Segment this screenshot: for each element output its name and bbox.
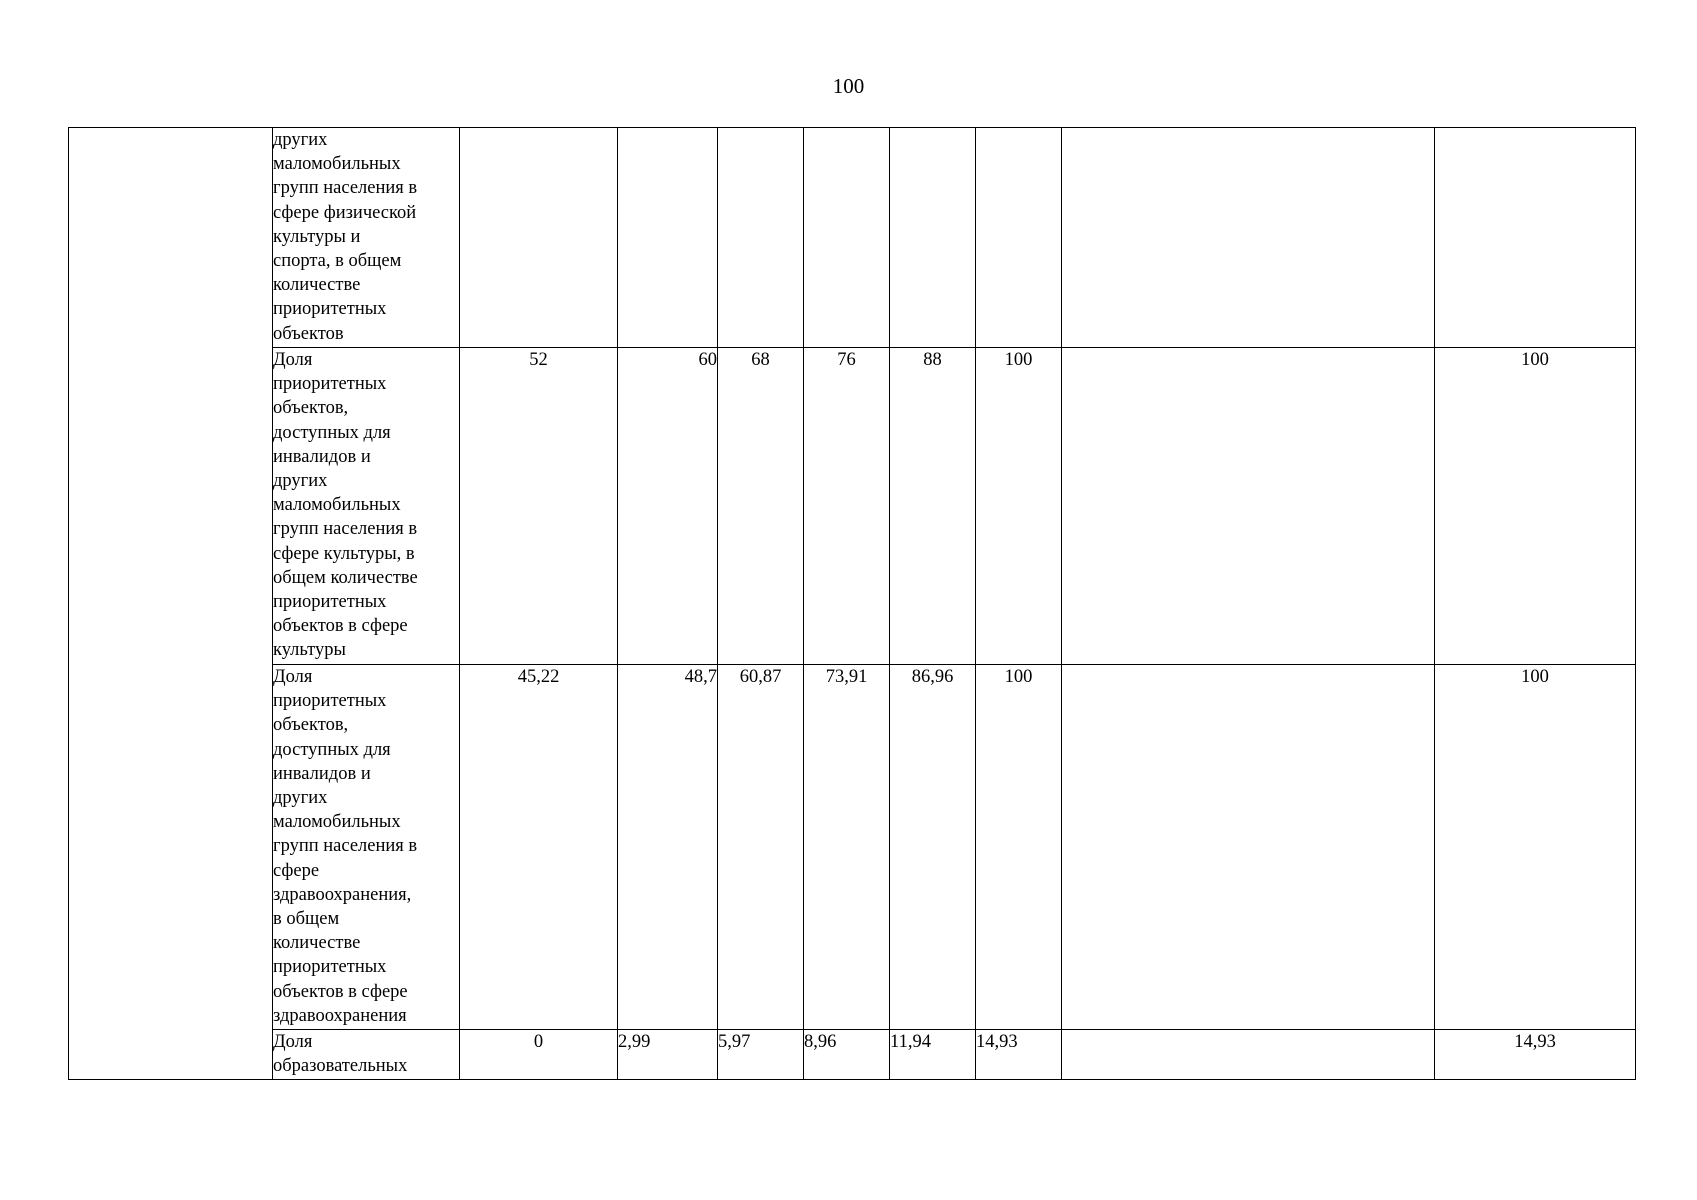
value-cell: [460, 128, 618, 348]
page-number: 100: [832, 74, 865, 98]
value-cell: 11,94: [890, 1030, 976, 1080]
value-cell: 0: [460, 1030, 618, 1080]
value-cell: [618, 128, 718, 348]
indicator-description: Доля приоритетных объектов, доступных для инвалидов и других маломобильных групп населения в сфере здравоохранения, в общем количестве приоритетных объектов в сфере здравоохранения: [273, 667, 418, 1026]
indicator-description-cell: [273, 665, 460, 1030]
value-cell: 45,22: [460, 665, 618, 1030]
value-cell: 73,91: [804, 665, 890, 1030]
value-cell: 5,97: [718, 1030, 804, 1080]
table-row: [69, 348, 1636, 665]
value-cell: 52: [460, 348, 618, 665]
value-cell: [890, 128, 976, 348]
value-cell: 14,93: [976, 1030, 1062, 1080]
value-cell: 100: [976, 348, 1062, 665]
table-row: [69, 1030, 1636, 1080]
notes-cell: [1062, 348, 1435, 665]
program-cell: [69, 128, 273, 1080]
value-cell: 8,96: [804, 1030, 890, 1080]
value-cell: 76: [804, 348, 890, 665]
notes-cell: [1062, 128, 1435, 348]
indicator-description: Доля образовательных: [273, 1032, 408, 1077]
indicator-description-cell: [273, 128, 460, 348]
value-cell: 68: [718, 348, 804, 665]
value-cell: 86,96: [890, 665, 976, 1030]
value-cell: 60: [618, 348, 718, 665]
indicator-description-cell: [273, 348, 460, 665]
final-value-cell: 100: [1435, 665, 1636, 1030]
value-cell: [976, 128, 1062, 348]
value-cell: [804, 128, 890, 348]
value-cell: 100: [976, 665, 1062, 1030]
value-cell: [718, 128, 804, 348]
value-cell: 88: [890, 348, 976, 665]
table-row: [69, 128, 1636, 348]
final-value-cell: [1435, 128, 1636, 348]
notes-cell: [1062, 1030, 1435, 1080]
indicator-description: Доля приоритетных объектов, доступных для инвалидов и других маломобильных групп населения в сфере культуры, в общем количестве приоритетных объектов в сфере культуры: [273, 350, 418, 661]
indicators-table: [68, 127, 1636, 1080]
indicator-description-cell: [273, 1030, 460, 1080]
value-cell: 2,99: [618, 1030, 718, 1080]
final-value-cell: 14,93: [1435, 1030, 1636, 1080]
indicator-description: других маломобильных групп населения в сфере физической культуры и спорта, в общем количестве приоритетных объектов: [273, 130, 418, 344]
table-row: [69, 665, 1636, 1030]
value-cell: 48,7: [618, 665, 718, 1030]
final-value-cell: 100: [1435, 348, 1636, 665]
notes-cell: [1062, 665, 1435, 1030]
value-cell: 60,87: [718, 665, 804, 1030]
